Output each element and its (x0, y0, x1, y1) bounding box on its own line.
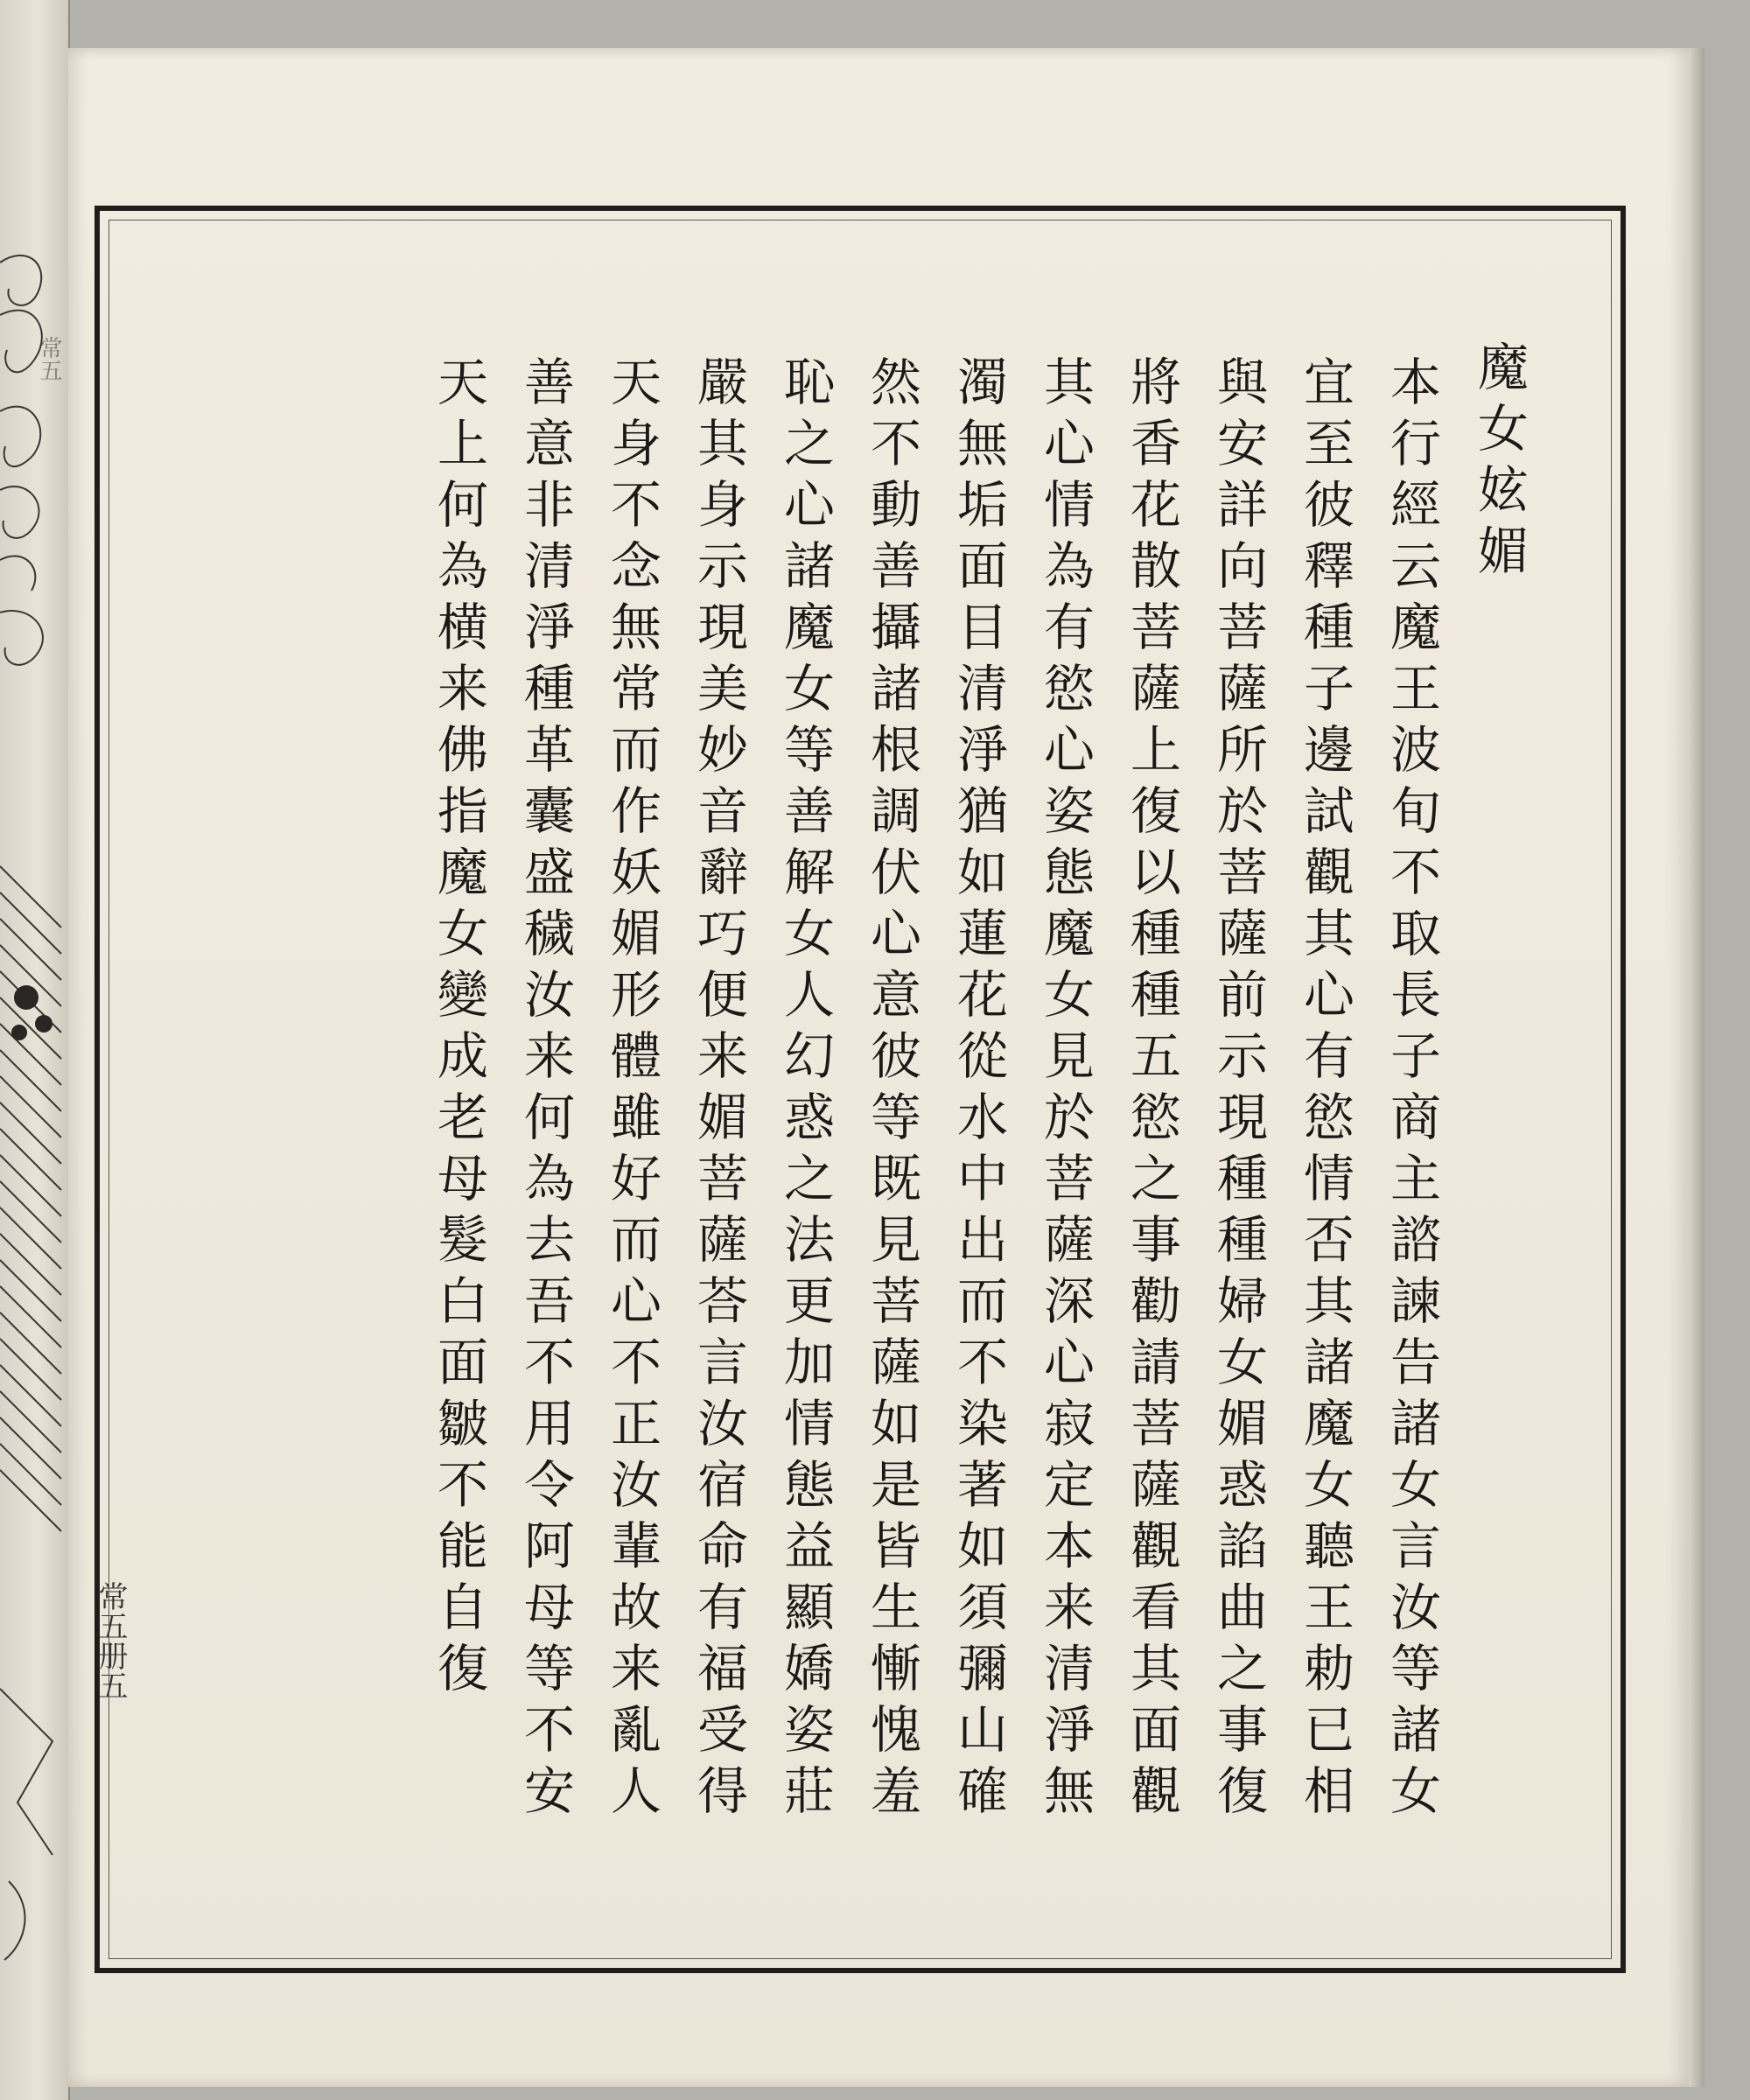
adjacent-leaf (0, 0, 70, 2100)
text-column-1: 本行經云魔王波旬不取長子商主諮諫告諸女言汝等諸女 (1382, 355, 1441, 1825)
text-column-3: 與安詳向菩薩所於菩薩前示現種種婦女媚惑諂曲之事復 (1208, 355, 1268, 1825)
text-column-11: 善意非清淨種革囊盛穢汝来何為去吾不用令阿母等不安 (515, 355, 575, 1825)
text-column-4: 將香花散菩薩上復以種種五慾之事勸請菩薩觀看其面觀 (1122, 355, 1181, 1825)
text-column-7: 然不動善攝諸根調伏心意彼等既見菩薩如是皆生慚愧羞 (862, 355, 921, 1825)
text-frame (94, 206, 1626, 1973)
fold-mark-top: 常五 (36, 336, 62, 382)
text-column-8: 恥之心諸魔女等善解女人幻惑之法更加情態益顯嬌姿莊 (775, 355, 835, 1825)
text-column-12: 天上何為横来佛指魔女變成老母髮白面皺不能自復 (429, 355, 488, 1703)
page-edge (1689, 48, 1704, 2087)
text-column-2: 宜至彼釋種子邊試觀其心有慾情否其諸魔女聽王勅已相 (1295, 355, 1354, 1825)
text-column-5: 其心情為有慾心姿態魔女見於菩薩深心寂定本来清淨無 (1035, 355, 1095, 1825)
section-title: 魔女妶媚 (1469, 340, 1529, 585)
text-column-9: 嚴其身示現美妙音辭巧便来媚菩薩荅言汝宿命有福受得 (689, 355, 748, 1825)
text-column-6: 濁無垢面目清淨猶如蓮花從水中出而不染著如須彌山確 (948, 355, 1008, 1825)
text-column-10: 天身不念無常而作妖媚形體雖好而心不正汝輩故来亂人 (602, 355, 662, 1825)
fold-label: 常五册五 (93, 1581, 128, 1700)
